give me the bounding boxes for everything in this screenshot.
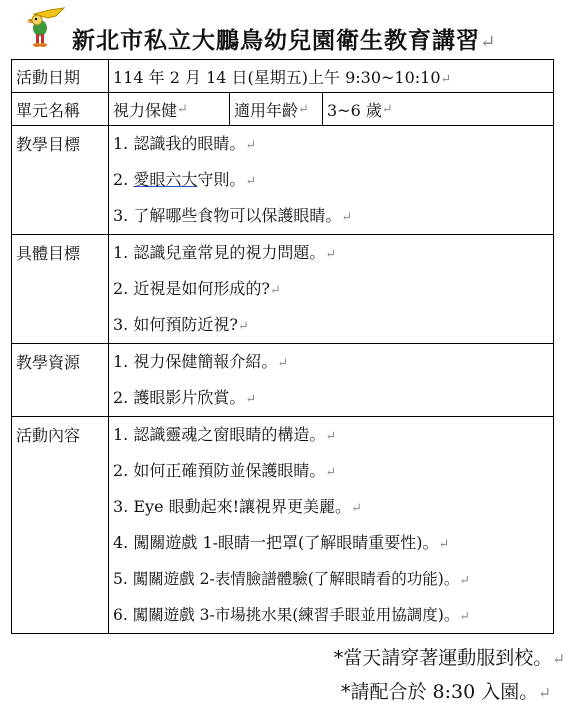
date-value-text: 114 年 2 月 14 日(星期五)上午 9:30~10:10	[113, 67, 441, 87]
goal-item	[109, 198, 553, 234]
content-cell	[109, 417, 554, 634]
content-text: 1. 認識靈魂之窗眼睛的構造。	[113, 425, 326, 444]
unit-row	[12, 93, 554, 126]
goal-text: 1. 認識我的眼睛。	[113, 134, 246, 153]
content-item	[109, 561, 553, 597]
paragraph-mark-icon: ↵	[341, 210, 353, 225]
content-item	[109, 453, 553, 489]
resource-item	[109, 380, 553, 416]
note-text: *請配合於 8:30 入園。	[341, 681, 539, 703]
title-text: 新北市私立大鵬鳥幼兒園衛生教育講習	[72, 27, 480, 54]
age-label-text: 適用年齡	[234, 100, 299, 120]
paragraph-mark-icon: ↵	[552, 650, 565, 668]
unit-value-text: 視力保健	[113, 100, 178, 120]
content-text: 3. Eye 眼動起來!讓視界更美麗。	[113, 497, 352, 516]
unit-cell	[109, 93, 554, 126]
paragraph-mark-icon: ↵	[325, 465, 337, 480]
paragraph-mark-icon: ↵	[440, 71, 452, 87]
content-text: 6. 闖關遊戲 3-市場挑水果(練習手眼並用協調度)。	[113, 606, 460, 624]
content-label: 活動內容	[12, 417, 109, 634]
specific-row	[12, 235, 554, 344]
note-text: *當天請穿著運動服到校。	[333, 647, 553, 669]
specific-item	[109, 307, 553, 343]
age-label	[229, 93, 322, 125]
content-text: 5. 闖關遊戲 2-表情臉譜體驗(了解眼睛看的功能)。	[113, 570, 460, 588]
resources-row	[12, 344, 554, 417]
goal-text: 2.	[113, 170, 134, 189]
specific-text: 2. 近視是如何形成的?	[113, 279, 270, 298]
paragraph-mark-icon: ↵	[480, 32, 497, 53]
paragraph-mark-icon: ↵	[245, 174, 257, 189]
paragraph-mark-icon: ↵	[245, 138, 257, 153]
goal-item	[109, 162, 553, 198]
paragraph-mark-icon: ↵	[381, 101, 393, 117]
paragraph-mark-icon: ↵	[298, 101, 309, 117]
content-item	[109, 597, 553, 633]
content-item	[109, 417, 553, 453]
specific-text: 3. 如何預防近視?	[113, 315, 238, 334]
paragraph-mark-icon: ↵	[277, 356, 289, 371]
specific-text: 1. 認識兒童常見的視力問題。	[113, 243, 326, 262]
content-item	[109, 489, 553, 525]
goals-row	[12, 126, 554, 235]
goal-item	[109, 126, 553, 162]
unit-value	[109, 93, 229, 125]
specific-label: 具體目標	[12, 235, 109, 344]
content-item	[109, 525, 553, 561]
lesson-plan-table	[11, 59, 554, 634]
paragraph-mark-icon: ↵	[269, 283, 281, 298]
age-value-text: 3~6 歲	[327, 100, 382, 120]
paragraph-mark-icon: ↵	[325, 247, 337, 262]
resource-item	[109, 344, 553, 380]
resource-text: 2. 護眼影片欣賞。	[113, 388, 246, 407]
date-row	[12, 60, 554, 93]
goals-cell	[109, 126, 554, 235]
resource-text: 1. 視力保健簡報介紹。	[113, 352, 278, 371]
content-row	[12, 417, 554, 634]
paragraph-mark-icon: ↵	[459, 608, 470, 623]
paragraph-mark-icon: ↵	[351, 501, 362, 516]
paragraph-mark-icon: ↵	[538, 684, 551, 702]
goal-text: 3. 了解哪些食物可以保護眼睛。	[113, 206, 342, 225]
age-value	[322, 93, 393, 125]
underlined-text: 愛眼六大	[133, 170, 198, 189]
specific-item	[109, 271, 553, 307]
bird-mascot-icon	[20, 6, 72, 50]
specific-cell	[109, 235, 554, 344]
content-text: 2. 如何正確預防並保護眼睛。	[113, 461, 326, 480]
unit-label: 單元名稱	[12, 93, 109, 126]
paragraph-mark-icon: ↵	[237, 319, 249, 334]
paragraph-mark-icon: ↵	[325, 429, 337, 444]
paragraph-mark-icon: ↵	[177, 101, 188, 117]
resources-cell	[109, 344, 554, 417]
goals-label: 教學目標	[12, 126, 109, 235]
note-sportswear	[334, 643, 565, 670]
date-value	[109, 60, 554, 93]
note-arrival-time	[341, 677, 551, 704]
date-label: 活動日期	[12, 60, 109, 93]
paragraph-mark-icon: ↵	[459, 572, 470, 587]
specific-item	[109, 235, 553, 271]
page-title	[72, 22, 496, 55]
paragraph-mark-icon: ↵	[438, 537, 450, 552]
content-text: 4. 闖關遊戲 1-眼睛一把罩(了解眼睛重要性)。	[113, 533, 439, 552]
resources-label: 教學資源	[12, 344, 109, 417]
goal-text: 守則。	[197, 170, 246, 189]
paragraph-mark-icon: ↵	[245, 392, 257, 407]
